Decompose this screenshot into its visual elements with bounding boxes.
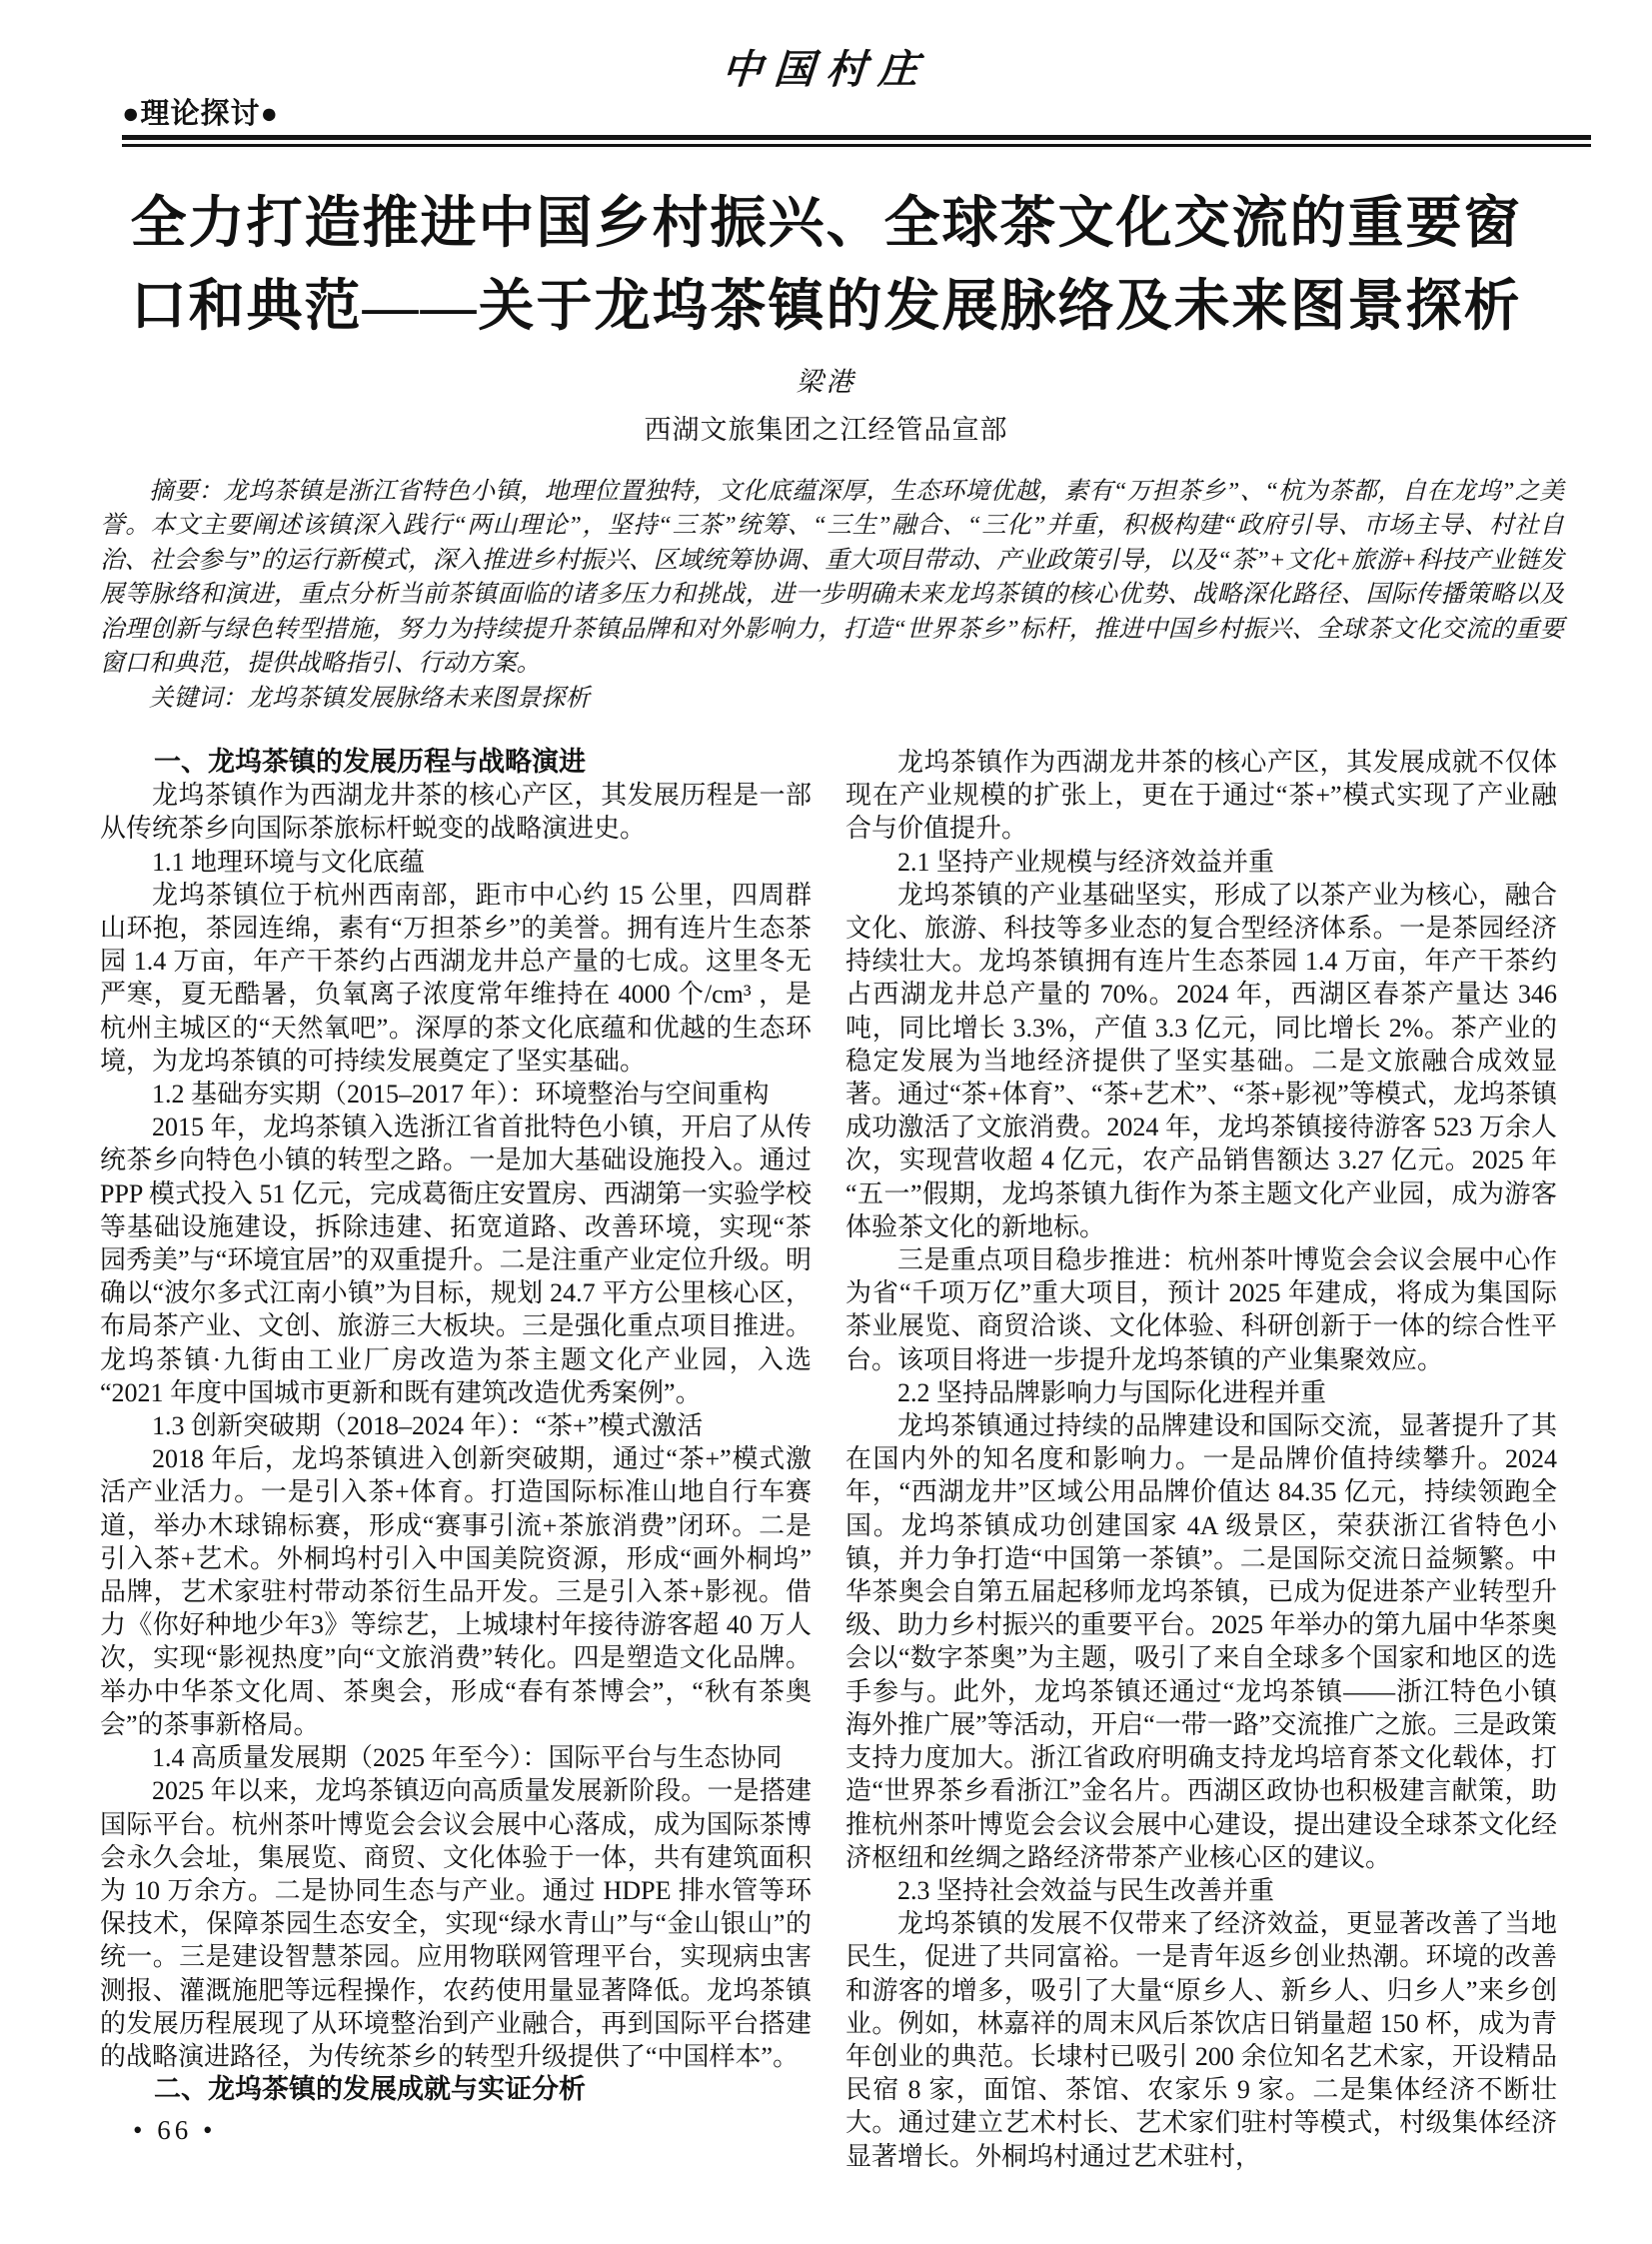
article-title	[0, 183, 1652, 349]
section-heading: 一、龙坞茶镇的发展历程与战略演进	[154, 747, 586, 777]
paragraph: 龙坞茶镇作为西湖龙井茶的核心产区，其发展历程是一部从传统茶乡向国际茶旅标杆蜕变的战略演进史。	[100, 781, 812, 844]
paragraph: 龙坞茶镇的产业基础坚实，形成了以茶产业为核心，融合文化、旅游、科技等多业态的复合型经济体系。一是茶园经济持续壮大。龙坞茶镇拥有连片生态茶园 1.4 万亩，年产干茶约占西湖龙井总产量的 70%。2024 年，西湖区春茶产量达 346 吨，同比增长 3.3%，产值 3.3 亿元，同比增长 2%。茶产业的稳定发展为当地经济提供了坚实基础。二是文旅融合成效显著。通过“茶+体育”、“茶+艺术”、“茶+影视”等模式，龙坞茶镇成功激活了文旅消费。2024 年，龙坞茶镇接待游客 523 万余人次，实现营收超 4 亿元，农产品销售额达 3.27 亿元。2025 年“五一”假期，龙坞茶镇九街作为茶主题文化产业园，成为游客体验茶文化的新地标。	[845, 880, 1557, 1241]
article-title-line1: 全力打造推进中国乡村振兴、全球茶文化交流的重要窗	[130, 192, 1522, 255]
keywords-label: 关键词：	[149, 684, 247, 712]
header-rule-thick	[122, 135, 1591, 140]
paragraph: 龙坞茶镇通过持续的品牌建设和国际交流，显著提升了其在国内外的知名度和影响力。一是品牌价值持续攀升。2024 年，“西湖龙井”区域公用品牌价值达 84.35 亿元，持续领跑全国。龙坞茶镇成功创建国家 4A 级景区，荣获浙江省特色小镇，并力争打造“中国第一茶镇”。二是国际交流日益频繁。中华茶奥会自第五届起移师龙坞茶镇，已成为促进茶产业转型升级、助力乡村振兴的重要平台。2025 年举办的第九届中华茶奥会以“数字茶奥”为主题，吸引了来自全球多个国家和地区的选手参与。此外，龙坞茶镇还通过“龙坞茶镇——浙江特色小镇海外推广展”等活动，开启“一带一路”交流推广之旅。三是政策支持力度加大。浙江省政府明确支持龙坞培育茶文化载体，打造“世界茶乡看浙江”金名片。西湖区政协也积极建言献策，助推杭州茶叶博览会会议会展中心建设，提出建设全球茶文化经济枢纽和丝绸之路经济带茶产业核心区的建议。	[845, 1411, 1557, 1872]
subsection-heading: 2.2 坚持品牌影响力与国际化进程并重	[897, 1377, 1327, 1407]
keywords-body: 龙坞茶镇发展脉络未来图景探析	[247, 684, 590, 712]
abstract-block	[100, 475, 1564, 717]
left-column	[100, 746, 812, 2173]
journal-name: 中国村庄	[720, 47, 932, 92]
subsection-heading: 1.3 创新突破期（2018–2024 年）：“茶+”模式激活	[152, 1411, 704, 1441]
subsection-heading: 2.3 坚持社会效益与民生改善并重	[897, 1875, 1275, 1905]
body-columns	[100, 746, 1557, 2173]
paragraph: 三是重点项目稳步推进：杭州茶叶博览会会议会展中心作为省“千项万亿”重大项目，预计 2025 年建成，将成为集国际茶业展览、商贸洽谈、文化体验、科研创新于一体的综合性平台。该项目将进一步提升龙坞茶镇的产业集聚效应。	[845, 1245, 1557, 1374]
abstract-body: 龙坞茶镇是浙江省特色小镇，地理位置独特，文化底蕴深厚，生态环境优越，素有“万担茶乡”、“杭为茶都，自在龙坞”之美誉。本文主要阐述该镇深入践行“两山理论”，坚持“三茶”统筹、“三生”融合、“三化”并重，积极构建“政府引导、市场主导、村社自治、社会参与”的运行新模式，深入推进乡村振兴、区域统筹协调、重大项目带动、产业政策引导，以及“茶”+文化+旅游+科技产业链发展等脉络和演进，重点分析当前茶镇面临的诸多压力和挑战，进一步明确未来龙坞茶镇的核心优势、战略深化路径、国际传播策略以及治理创新与绿色转型措施，努力为持续提升茶镇品牌和对外影响力，打造“世界茶乡”标杆，推进中国乡村振兴、全球茶文化交流的重要窗口和典范，提供战略指引、行动方案。	[100, 477, 1565, 677]
paragraph: 龙坞茶镇的发展不仅带来了经济效益，更显著改善了当地民生，促进了共同富裕。一是青年返乡创业热潮。环境的改善和游客的增多，吸引了大量“原乡人、新乡人、归乡人”来乡创业。例如，林嘉祥的周末风后茶饮店日销量超 150 杯，成为青年创业的典范。长埭村已吸引 200 余位知名艺术家，开设精品民宿 8 家，面馆、茶馆、农家乐 9 家。二是集体经济不断壮大。通过建立艺术村长、艺术家们驻村等模式，村级集体经济显著增长。外桐坞村通过艺术驻村，	[845, 1909, 1557, 2171]
section-heading: 二、龙坞茶镇的发展成就与实证分析	[154, 2074, 586, 2105]
section-label: ●理论探讨●	[122, 98, 280, 130]
paragraph: 2025 年以来，龙坞茶镇迈向高质量发展新阶段。一是搭建国际平台。杭州茶叶博览会会议会展中心落成，成为国际茶博会永久会址，集展览、商贸、文化体验于一体，共有建筑面积为 10 万余方。二是协同生态与产业。通过 HDPE 排水管等环保技术，保障茶园生态安全，实现“绿水青山”与“金山银山”的统一。三是建设智慧茶园。应用物联网管理平台，实现病虫害测报、灌溉施肥等远程操作，农药使用量显著降低。龙坞茶镇的发展历程展现了从环境整治到产业融合，再到国际平台搭建的战略演进路径，为传统茶乡的转型升级提供了“中国样本”。	[100, 1776, 812, 2071]
author-affiliation: 西湖文旅集团之江经管品宣部	[644, 414, 1008, 445]
subsection-heading: 1.4 高质量发展期（2025 年至今）：国际平台与生态协同	[152, 1743, 783, 1773]
article-title-line2: 口和典范——关于龙坞茶镇的发展脉络及未来图景探析	[130, 275, 1522, 338]
keywords-line	[100, 682, 1564, 717]
subsection-heading: 1.1 地理环境与文化底蕴	[152, 847, 426, 877]
paragraph: 2018 年后，龙坞茶镇进入创新突破期，通过“茶+”模式激活产业活力。一是引入茶+体育。打造国际标准山地自行车赛道，举办木球锦标赛，形成“赛事引流+茶旅消费”闭环。二是引入茶+艺术。外桐坞村引入中国美院资源，形成“画外桐坞”品牌，艺术家驻村带动茶衍生品开发。三是引入茶+影视。借力《你好种地少年3》等综艺，上城埭村年接待游客超 40 万人次，实现“影视热度”向“文旅消费”转化。四是塑造文化品牌。举办中华茶文化周、茶奥会，形成“春有茶博会”，“秋有茶奥会”的茶事新格局。	[100, 1444, 812, 1739]
subsection-heading: 2.1 坚持产业规模与经济效益并重	[897, 847, 1275, 877]
abstract-label: 摘要：	[149, 477, 224, 505]
paragraph: 龙坞茶镇作为西湖龙井茶的核心产区，其发展成就不仅体现在产业规模的扩张上，更在于通过“茶+”模式实现了产业融合与价值提升。	[845, 748, 1557, 844]
author-name: 梁港	[796, 366, 856, 397]
paragraph: 龙坞茶镇位于杭州西南部，距市中心约 15 公里，四周群山环抱，茶园连绵，素有“万担茶乡”的美誉。拥有连片生态茶园 1.4 万亩，年产干茶约占西湖龙井总产量的七成。这里冬无严寒，夏无酷暑，负氧离子浓度常年维持在 4000 个/cm³ ，是杭州主城区的“天然氧吧”。深厚的茶文化底蕴和优越的生态环境，为龙坞茶镇的可持续发展奠定了坚实基础。	[100, 880, 812, 1076]
subsection-heading: 1.2 基础夯实期（2015–2017 年）：环境整治与空间重构	[152, 1080, 770, 1110]
abstract-text	[100, 475, 1564, 682]
header-rule-thin	[122, 144, 1591, 147]
paragraph: 2015 年，龙坞茶镇入选浙江省首批特色小镇，开启了从传统茶乡向特色小镇的转型之路。一是加大基础设施投入。通过 PPP 模式投入 51 亿元，完成葛衙庄安置房、西湖第一实验学校等基础设施建设，拆除违建、拓宽道路、改善环境，实现“茶园秀美”与“环境宜居”的双重提升。二是注重产业定位升级。明确以“波尔多式江南小镇”为目标，规划 24.7 平方公里核心区，布局茶产业、文创、旅游三大板块。三是强化重点项目推进。龙坞茶镇·九街由工业厂房改造为茶主题文化产业园，入选“2021 年度中国城市更新和既有建筑改造优秀案例”。	[100, 1113, 812, 1407]
page-number: • 66 •	[133, 2115, 217, 2145]
right-column	[845, 746, 1557, 2173]
